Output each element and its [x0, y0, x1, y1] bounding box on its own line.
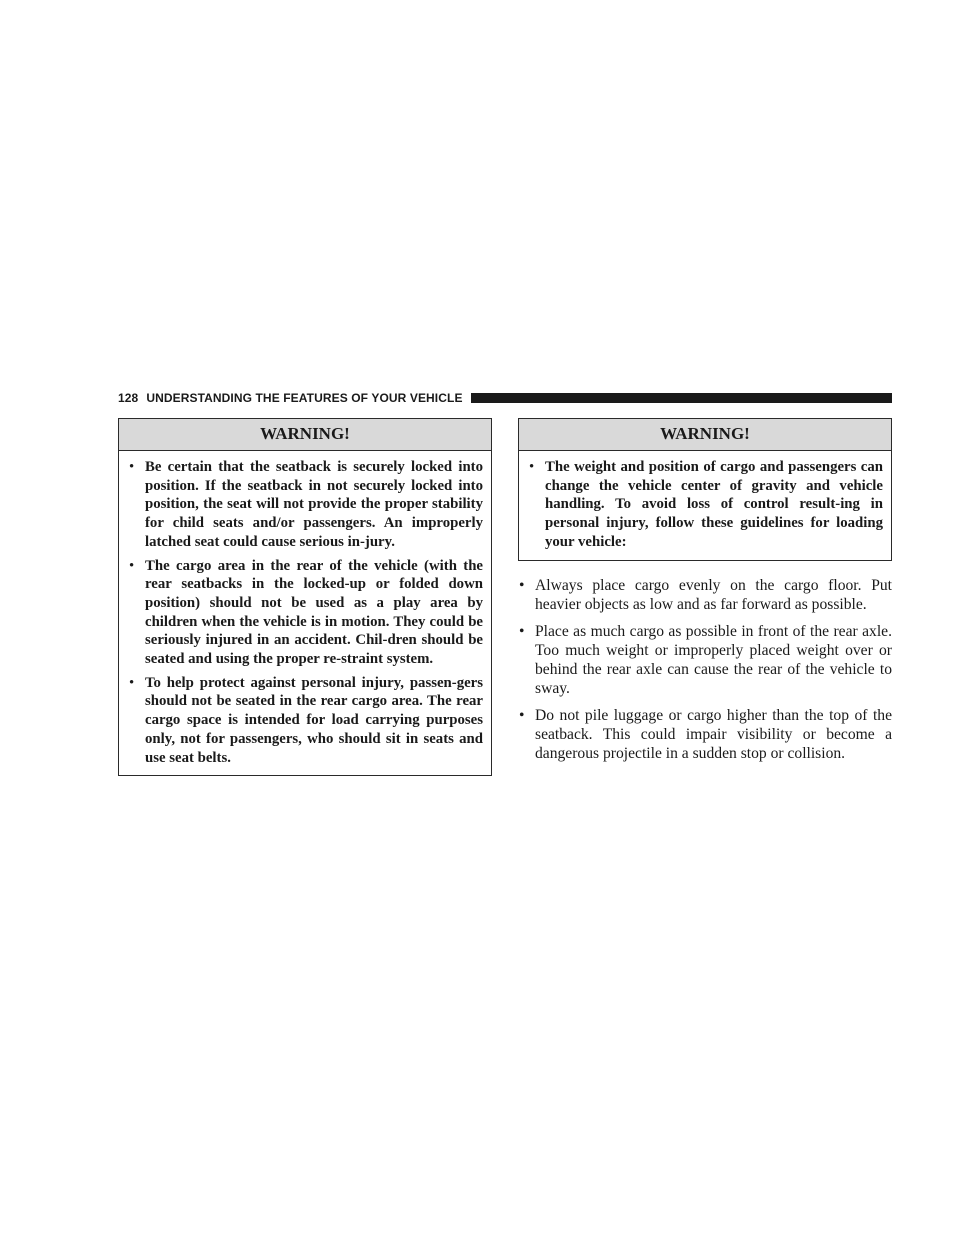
- header-rule: [471, 393, 892, 403]
- warning-item-text: Be certain that the seatback is securely locked into position. If the seatback in not securely locked into position, the seat will not provide the proper stability for child seats and/or passengers. An improperly latched seat could cause serious in-jury.: [145, 459, 483, 550]
- bullet-icon: •: [519, 577, 525, 594]
- guideline-item: [518, 707, 892, 763]
- bullet-icon: •: [529, 459, 535, 475]
- section-title: UNDERSTANDING THE FEATURES OF YOUR VEHICLE: [146, 391, 463, 405]
- bullet-icon: •: [519, 623, 525, 641]
- warning-list: [519, 451, 891, 560]
- guideline-item: [518, 623, 892, 698]
- warning-item: [127, 557, 483, 669]
- warning-item: [127, 674, 483, 768]
- bullet-icon: •: [129, 674, 135, 691]
- warning-item: [527, 458, 883, 552]
- warning-title: WARNING!: [119, 419, 491, 451]
- bullet-icon: •: [519, 707, 525, 725]
- warning-title: WARNING!: [519, 419, 891, 451]
- warning-item-text: The weight and position of cargo and passengers can change the vehicle center of gravity and vehicle handling. To avoid loss of control result-ing in personal injury, follow these guidelines for loading your vehicle:: [545, 459, 883, 550]
- header-text: [118, 391, 463, 405]
- guideline-item: [518, 577, 892, 614]
- warning-box-left: [118, 418, 492, 776]
- warning-item: [127, 458, 483, 552]
- page-number: 128: [118, 391, 139, 405]
- warning-item-text: To help protect against personal injury, passen-gers should not be seated in the rear cargo area. The rear cargo space is intended for load carrying purposes only, not for passengers, who should sit in seats and use seat belts.: [145, 674, 483, 766]
- warning-box-right: [518, 418, 892, 561]
- cargo-guidelines-list: [518, 577, 892, 772]
- guideline-text: Always place cargo evenly on the cargo floor. Put heavier objects as low and as far forward as possible.: [535, 577, 892, 613]
- guideline-text: Do not pile luggage or cargo higher than the top of the seatback. This could impair visibility or become a dangerous projectile in a sudden stop or collision.: [535, 707, 892, 762]
- bullet-icon: •: [129, 459, 135, 475]
- page-header: [118, 390, 892, 406]
- warning-list: [119, 451, 491, 775]
- warning-item-text: The cargo area in the rear of the vehicle (with the rear seatbacks in the locked-up or folded down position) should not be used as a play area by children when the vehicle is in motion. They could be seriously injured in an accident. Chil-dren should be seated and using the proper re-straint system.: [145, 557, 483, 668]
- bullet-icon: •: [129, 557, 135, 574]
- guideline-text: Place as much cargo as possible in front of the rear axle. Too much weight or improperly placed weight over or behind the rear axle can cause the rear of the vehicle to sway.: [535, 623, 892, 697]
